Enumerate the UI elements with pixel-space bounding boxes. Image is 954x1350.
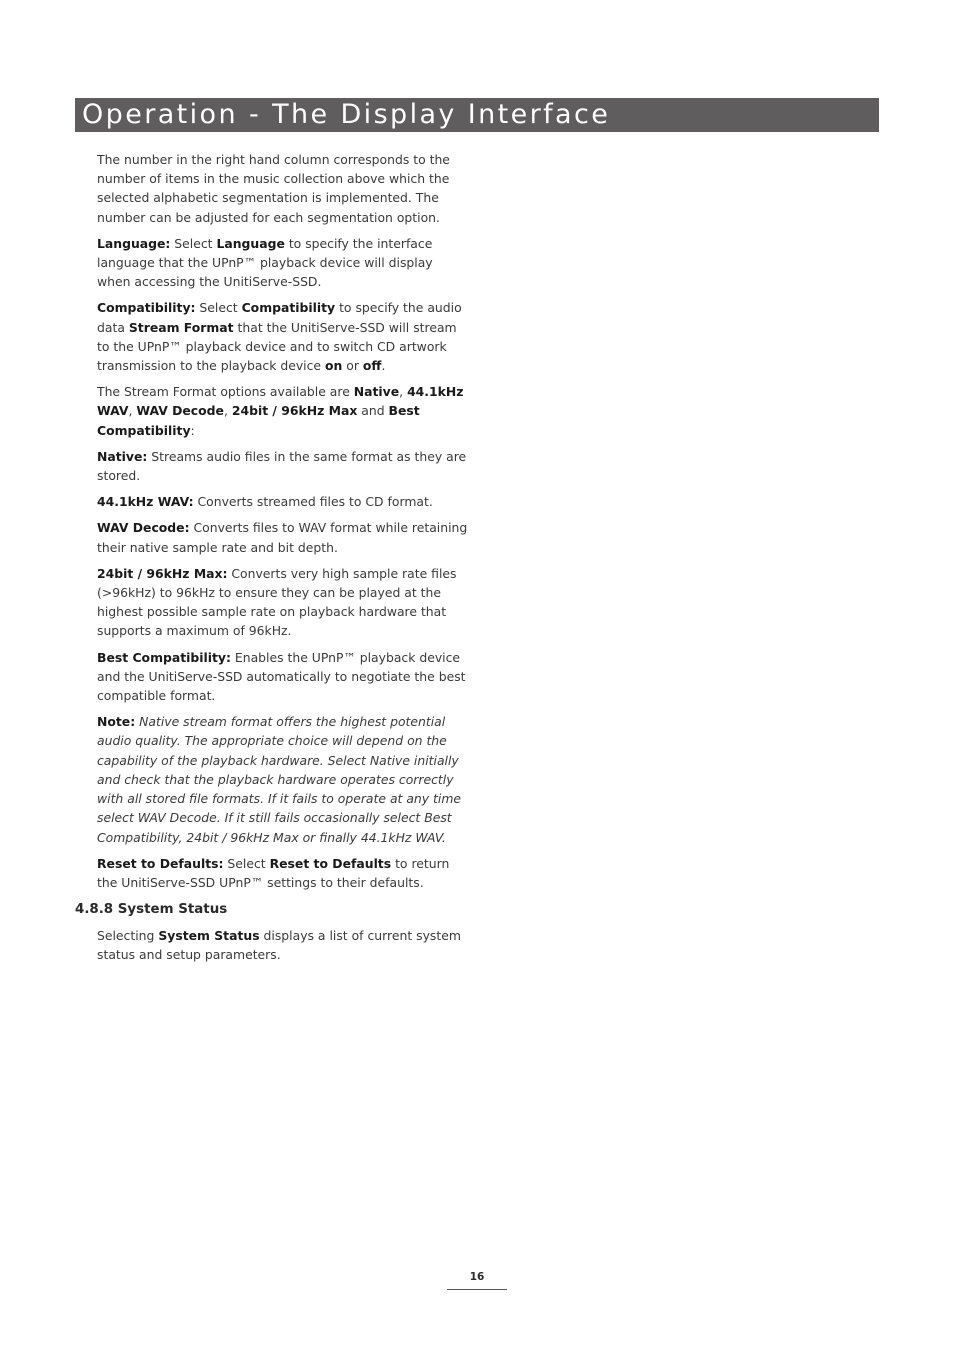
definition-text: Converts very high sample rate files (>96kHz) to 96kHz to ensure they can be played at the highest possible sample rate on playback hardware that supports a maximum of 96kHz.: [97, 565, 457, 639]
system-status-pre: Selecting: [97, 928, 159, 943]
reset-option: Reset to Defaults: [269, 855, 392, 871]
option-best-compatibility: Best Compatibility: [97, 403, 420, 438]
language-pre: Select: [170, 235, 217, 251]
sep-1: ,: [399, 384, 408, 400]
compatibility-mid2: that the UnitiServe-SSD will stream to the UPnP™ playback device and to switch CD artwork transmission to the playback device: [97, 319, 457, 374]
option-native: Native: [353, 384, 400, 400]
note-text: Native stream format offers the highest potential audio quality. The appropriate choice will depend on the capability of the playback hardware. Select Native initially and check that the playback hardware operates correctly with all stored file formats. If it fails to operate at any time select WAV Decode. If it still fails occasionally select Best Compatibility, 24bit / 96kHz Max or finally 44.1kHz WAV.: [97, 714, 462, 845]
sep-3: ,: [223, 403, 232, 419]
definition-term: Native:: [97, 448, 148, 464]
definition-term: 24bit / 96kHz Max:: [97, 565, 228, 581]
main-content: [97, 150, 469, 899]
stream-options-pre: The Stream Format options available are: [97, 384, 354, 400]
definition-text: Converts streamed files to CD format.: [193, 494, 433, 510]
definition-native: [97, 447, 469, 485]
page-number: 16: [469, 1271, 485, 1283]
option-wav-decode: WAV Decode: [136, 403, 224, 419]
intro-paragraph: The number in the right hand column corresponds to the number of items in the music collection above which the selected alphabetic segmentation is implemented. The number can be adjusted for each segmentation option.: [97, 152, 450, 225]
reset-paragraph: [97, 854, 469, 892]
option-96k-max: 24bit / 96kHz Max: [231, 403, 358, 419]
compatibility-end: .: [381, 358, 386, 374]
system-status-paragraph: [97, 926, 469, 964]
on-term: on: [325, 358, 343, 374]
and-text: and: [357, 403, 389, 419]
sep-2: ,: [128, 403, 137, 419]
definition-term: 44.1kHz WAV:: [97, 494, 194, 510]
compatibility-mid1: to specify the audio data: [97, 300, 462, 335]
note-paragraph: [97, 712, 469, 846]
compatibility-option: Compatibility: [241, 300, 336, 316]
definition-best-compatibility: [97, 648, 469, 706]
reset-pre: Select: [223, 855, 270, 871]
definition-term: WAV Decode:: [97, 520, 190, 536]
section-heading: 4.8.8 System Status: [75, 902, 228, 917]
page-title: Operation - The Display Interface: [82, 99, 611, 130]
definition-96k-max: [97, 564, 469, 641]
reset-label: Reset to Defaults:: [97, 855, 224, 871]
language-label: Language:: [97, 235, 171, 251]
definition-text: Streams audio files in the same format as they are stored.: [97, 448, 467, 484]
definition-text: Converts files to WAV format while retaining their native sample rate and bit depth.: [97, 520, 468, 555]
system-status-option: System Status: [158, 928, 260, 943]
note-label: Note:: [97, 714, 136, 730]
language-option: Language: [216, 235, 285, 251]
or-text: or: [342, 358, 363, 374]
page-number-rule: [447, 1289, 507, 1290]
header-bar: [75, 98, 879, 132]
compatibility-label: Compatibility:: [97, 300, 196, 316]
language-paragraph: [97, 234, 469, 292]
language-post: to specify the interface language that the UPnP™ playback device will display when accessing the UnitiServe-SSD.: [97, 235, 433, 290]
stream-format-term: Stream Format: [128, 319, 234, 335]
stream-options-end: :: [190, 422, 195, 438]
compatibility-paragraph: [97, 298, 469, 375]
definition-wav-decode: [97, 518, 469, 556]
option-44k-wav: 44.1kHz WAV: [97, 384, 464, 419]
system-status-post: displays a list of current system status and setup parameters.: [97, 928, 461, 963]
definition-text: Enables the UPnP™ playback device and the UnitiServe-SSD automatically to negotiate the best compatible format.: [97, 649, 466, 704]
definition-44k-wav: [97, 492, 469, 511]
compatibility-pre: Select: [195, 300, 242, 316]
stream-options-paragraph: [97, 382, 469, 440]
off-term: off: [362, 358, 382, 374]
definition-term: Best Compatibility:: [97, 649, 231, 665]
reset-post: to return the UnitiServe-SSD UPnP™ settings to their defaults.: [97, 855, 450, 890]
